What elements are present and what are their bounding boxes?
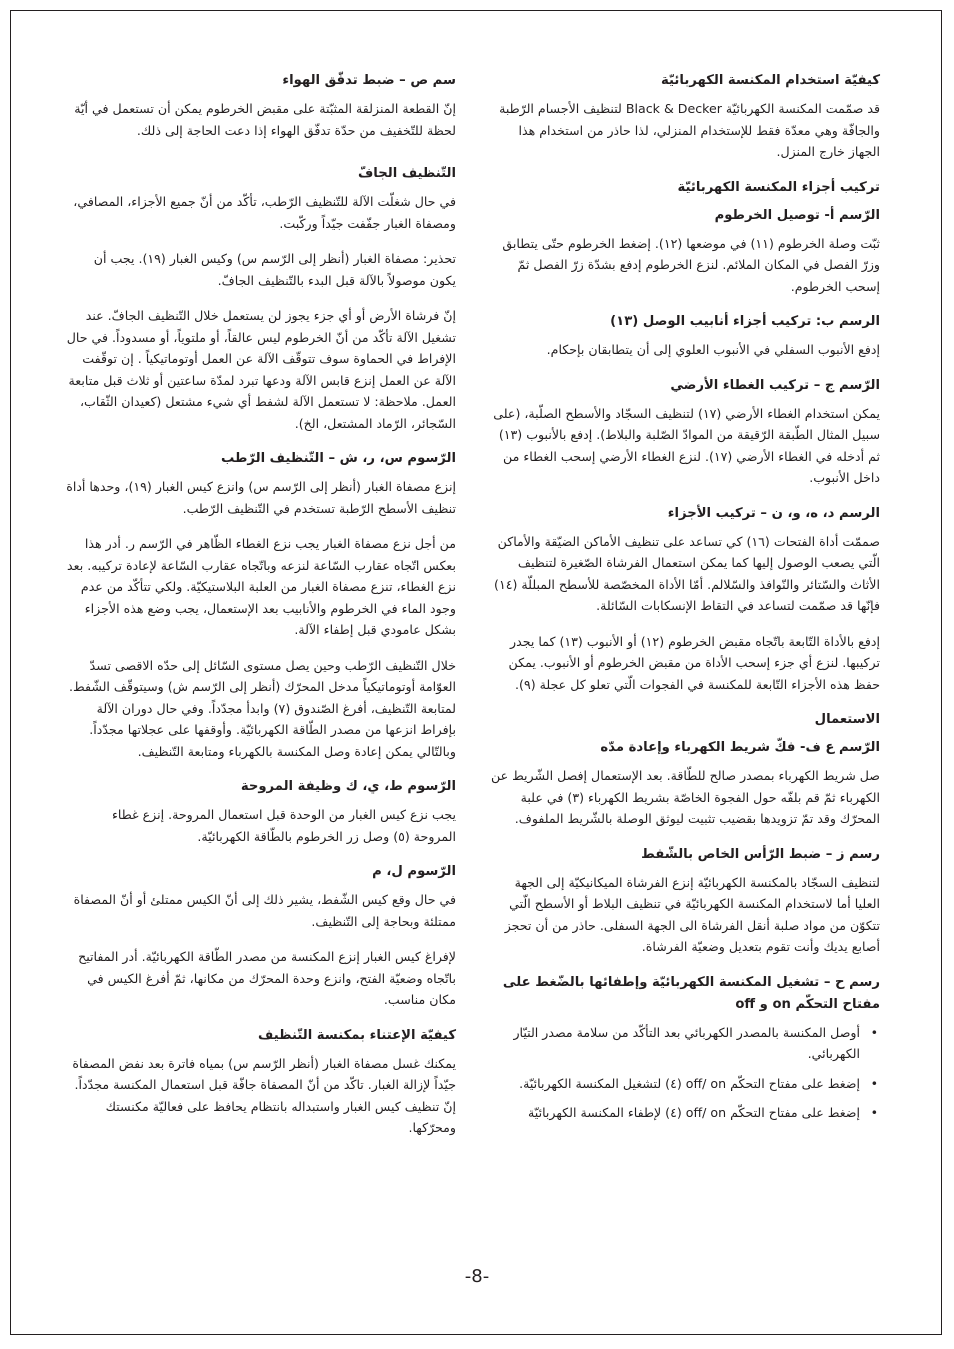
paragraph: خلال التّنظيف الرّطب وحين يصل مستوى السّائل إلى حدّه الاقصى تسدّ العوّامة أوتوماتيكياً مدخل المحرّك (أنظر إلى الرّسم ش) وسيتوقّف الشّفط. لمتابعة التّنظيف، أفرغ الصّندوق (٧) وابدأ مجدّداً. وفي حال دوران الآلة بإفراط انزعها من مصدر الطّاقة الكهربائيّة. وأوقفها على عجلاتها مجدّداً. وبالتّالي يمكن إعادة وصل المكنسة بالكهرباء ومتابعة التّنظيف. (69, 657, 456, 759)
paragraph: يمكن استخدام الغطاء الأرضي (١٧) لتنظيف السجّاد والأسطح الصلّبة، (على سبيل المثال الطّبقة الرّقيقة من الموادّ الصّلبة والبلاط). إدفع بالأنبوب (١٣) ثم أدخله في الغطاء الأرضي (١٧). لنزع الغطاء الأرضي إسحب الغطاء من داخل الأنبوب. (493, 405, 880, 485)
paragraph: في حال شغلّت الآلة للتّنظيف الرّطب، تأكّد من أنّ جميع الأجزاء، المصافي، ومصفاة الغبار جفّفت جيّداً وركّبت. (73, 194, 456, 231)
left-column (66, 70, 456, 1153)
section-heading: كيفيّة الإعتناء بمكنسة التّنظيف (258, 1027, 456, 1043)
paragraph: صممّت أداة الفتحات (١٦) كي تساعد على تنظيف الأماكن الضيّقة والأماكن الّتي يصعب الوصول إليها كما يمكن استعمال الفرشاة الصّغيرة لتنظيف الأثاث والسّتائر والنّوافذ والسّلالم. أمّا الأداة المخصّصة للأسطح المبللّة (١٤) فإنّها قد صمّمت لتساعد في التقاط الإنسكابات السّائلة. (494, 533, 880, 613)
paragraph: ثبّت وصلة الخرطوم (١١) في موضعها (١٢). إضغط الخرطوم حتّى يتطابق وزرّ الفصل في المكان الملائم. لنزع الخرطوم إدفع بشدّة زرّ الفصل ثمّ إسحب الخرطوم. (502, 235, 880, 294)
right-column (490, 70, 880, 1132)
paragraph: إنّ فرشاة الأرض أو أي جزء يجوز لن يستعمل خلال التّنظيف الجافّ. عند تشغيل الآلة تأكّد من أنّ الخرطوم ليس عالقاً، أو ملتوياً، أو مسدوداً. في حال الإفراط في الحماوة سوف تتوقّف الآلة عن العمل أوتوماتيكياً . إن توقّفت الآلة عن العمل إنزع قابس الآلة ودعها تبرد لمدّة ساعتين أو ثلاث قبل متابعة العمل. ملاحظة: لا تستعمل الآلة لشفط أي شيء مشتعل (كعيدان الثّقاب، السّجائر، الرّماد المشتعل، الخ). (66, 308, 456, 431)
bullet-list (490, 1022, 880, 1124)
section-heading: الاستعمال (814, 712, 880, 727)
section-heading: تركيب أجزاء المكنسة الكهربائيّة (677, 179, 880, 195)
section-heading: الرّسم ج – تركيب الغطاء الأرضي (670, 377, 880, 393)
paragraph: صل شريط الكهرباء بمصدر صالح للطّاقة. بعد الإستعمال إفصل الشّريط عن الكهرباء ثمّ قم بلفّه حول الفجوة الخاصّة بشريط الكهرباء (٣) في علبة المحرّك وقد تمّ تزويدها بقضيب تثبيت ليوثق الوصلة بالشّريط الملفوف. (490, 768, 880, 826)
section-heading: رسم ز – ضبط الرّأس الخاص بالشّفط (641, 846, 880, 862)
paragraph: لتنظيف السجّاد بالمكنسة الكهربائيّة إنزع الفرشاة الميكانيكيّة إلى الجهة العليا أما لاستخدام المكنسة الكهربائيّة في تنظيف البلاط أو الأسطح الّتي تتكوّن من مواد صلبة أنقل الفرشاة الى الجهة السفلى. حاذر من أن تحجز أصابع يديك وأنت تقوم بتعديل وضعيّة الفرشاة. (504, 874, 880, 954)
paragraph: إدفع الأنبوب السفلي في الأنبوب العلوي إلى أن يتطابقان بإحكام. (546, 342, 880, 357)
paragraph: قد صمّمت المكنسة الكهربائيّة Black & Decker لتنظيف الأجسام الرّطبة والجافّة وهي معدّة فقط للإستخدام المنزلي، لذا حاذر من استخدام هذا الجهاز خارج المنزل. (499, 101, 880, 159)
paragraph: إنّ القطعة المنزلقة المثبّتة على مقبض الخرطوم يمكن أن تستعمل في أيّة لحظة للتّخفيف من حدّة تدفّق الهواء إذا دعت الحاجة إلى ذلك. (74, 101, 456, 138)
paragraph: يمكنك غسل مصفاة الغبار (أنظر الرّسم س) بمياه فاترة بعد نفض المصفاة جيّداً لإزالة الغبار. تاكّد من أنّ المصفاة جافّة قبل استعمال المكنسة مجدّداً. إنّ تنظيف كيس الغبار واستبداله بانتظام يحافظ على فعاليّة مكنستك ومحرّكها. (72, 1055, 456, 1135)
paragraph: في حال وقع كيس الشّفط، يشير ذلك إلى أنّ الكيس ممتلئ أو أنّ المصفاة ممتلئة وبحاجة إلى التّنظيف. (73, 892, 456, 929)
list-item: • إضغط على مفتاح التحكّم off/ on (٤) لإطفاء المكنسة الكهربائيّة (490, 1102, 860, 1124)
section-heading: الرّسم ع ف- فكّ شريط الكهرباء وإعادة مدّه (600, 740, 880, 755)
paragraph: لإفراغ كيس الغبار إنزع المكنسة من مصدر الطّاقة الكهربائيّة. أدر المفاتيح باتّجاه وضعيّة الفتح، وانزع وحدة المحرّك من مكانها، ثمّ أفرغ الكيس في مكان مناسب. (78, 949, 456, 1007)
paragraph: تحذير: مصفاة الغبار (أنظر إلى الرّسم س) وكيس الغبار (١٩). يجب أن يكون موصولاً بالآلة قبل البدء بالتّنظيف الجافّ. (93, 251, 456, 288)
paragraph: إدفع بالأداة التّابعة باتّجاه مقبض الخرطوم (١٢) أو الأنبوب (١٣) كما يجدر تركيبها. لنزع أي جزء إسحب الأداة من مقبض الخرطوم أو الأنبوب. يمكن حفظ هذه الأجزاء التّابعة للمكنسة في الفجوات الّتي تعلو كل عجلة (٩). (508, 633, 880, 692)
section-heading: الرسم ب: تركيب أجزاء أنابيب الوصل (١٣) (610, 314, 880, 329)
section-heading: التّنظيف الجافّ (357, 166, 456, 181)
paragraph: يجب نزع كيس الغبار من الوحدة قبل استعمال المروحة. إنزع غطاء المروحة (٥) وصل زر الخرطوم بالطّاقة الكهربائيّة. (111, 807, 456, 844)
list-item: • أوصل المكنسة بالمصدر الكهربائي بعد التأكّد من سلامة مصدر التيّار الكهربائي. (490, 1022, 860, 1065)
section-heading: رسم ح – تشغيل المكنسة الكهربائيّة وإطفائها بالضّغط على مفتاح التحكّم on و off (502, 974, 880, 1012)
section-heading: الرّسوم ل، م (372, 864, 456, 879)
paragraph: من أجل نزع مصفاة الغبار يجب نزع الغطاء الظّاهر في الرّسم ر. أدر هذا بعكس اتّجاه عقارب السّاعة لنزعه وباتّجاه عقارب السّاعة لإعادة تركيبه. بعد نزع الغطاء، تنزع مصفاة الغبار من العلبة البلاستيكيّة. ولكي تتأكّد من عدم وجود الماء في الخرطوم والأنابيب بعد الإستعمال، يجب وضع هذه الأجزاء بشكل عامودي قبل إطفاء الآلة. (67, 536, 456, 637)
section-heading: الرّسوم ط، ي، ك وظيفة المروحة (240, 779, 456, 794)
section-heading: سم ص – ضبط تدفّق الهواء (282, 73, 456, 88)
section-heading: كيفيّة استخدام المكنسة الكهربائيّة (661, 73, 880, 88)
page-number: -8- (464, 1266, 490, 1287)
section-heading: الرسم د، ه، و، ن – تركيب الأجزاء (667, 505, 880, 521)
list-item: • إضغط على مفتاح التحكّم off/ on (٤) لتشغيل المكنسة الكهربائيّة. (490, 1073, 860, 1095)
section-heading: الرّسوم س، ر، ش – التّنظيف الرّطب (221, 451, 456, 466)
paragraph: إنزع مصفاة الغبار (أنظر إلى الرّسم س) وانزع كيس الغبار (١٩)، وحدها أداة تنظيف الأسطح الرّطبة تستخدم في التّنظيف الرّطب. (66, 479, 456, 516)
section-heading: الرّسم أ- توصيل الخرطوم (714, 207, 880, 223)
